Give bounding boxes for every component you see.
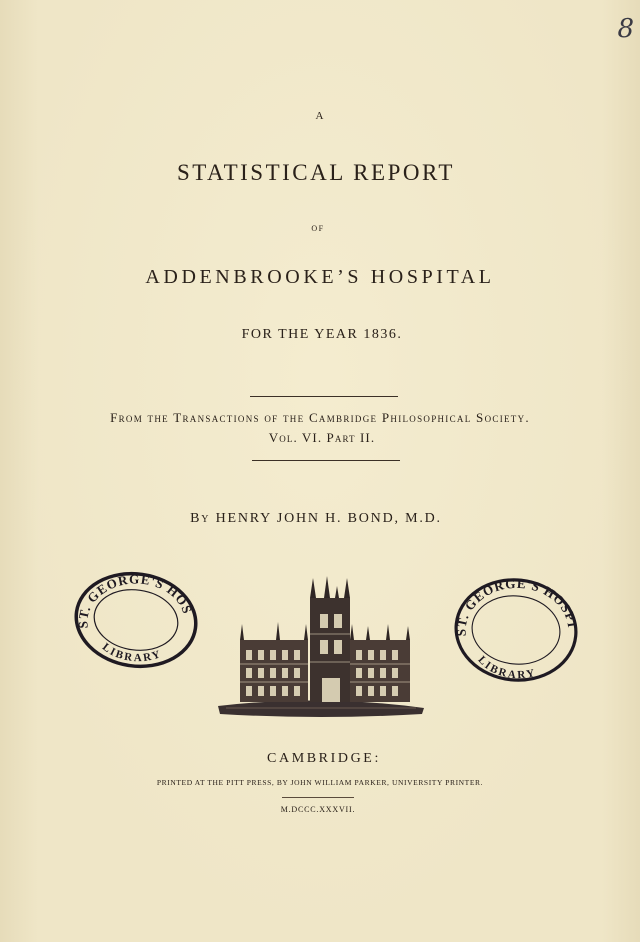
page-corner-mark: 8	[617, 14, 634, 44]
author-name: HENRY JOHN H. BOND, M.D.	[215, 511, 442, 526]
library-stamp-left	[72, 570, 200, 675]
by-word: By	[190, 511, 211, 526]
source-line: From the Transactions of the Cambridge Philosophical Society.	[110, 410, 530, 425]
imprint-printer: PRINTED AT THE PITT PRESS, BY JOHN WILLIAM PARKER, UNIVERSITY PRINTER.	[156, 778, 484, 787]
imprint-rule	[282, 797, 354, 798]
volume-line: Vol. VI. Part II.	[268, 430, 376, 445]
article-word: A	[315, 110, 325, 122]
imprint-date: M.DCCC.XXXVII.	[280, 805, 356, 814]
divider-rule-bottom	[252, 460, 400, 461]
year-line: FOR THE YEAR 1836.	[241, 327, 403, 342]
svg-text:ST. GEORGE'S HOSPITAL	[72, 570, 195, 629]
building-engraving	[216, 574, 426, 724]
left-stamp-arc-text: ST. GEORGE'S HOS	[75, 571, 196, 629]
svg-text:LIBRARY	[475, 654, 537, 681]
of-word: OF	[311, 224, 325, 233]
hospital-name: ADDENBROOKE’S HOSPITAL	[145, 266, 495, 288]
divider-rule-top	[250, 396, 398, 397]
author-line	[0, 511, 636, 527]
right-stamp-arc-text: ST. GEORGE'S HOSPI	[453, 576, 580, 637]
report-title: STATISTICAL REPORT	[177, 160, 455, 185]
svg-text:ST. GEORGE'S HOSPITAL	[452, 576, 580, 636]
imprint-place: CAMBRIDGE:	[267, 751, 381, 766]
right-stamp-bottom-text: LIBRARY	[475, 653, 538, 682]
library-stamp-right	[452, 576, 580, 691]
left-stamp-bottom-text: LIBRARY	[99, 641, 164, 665]
